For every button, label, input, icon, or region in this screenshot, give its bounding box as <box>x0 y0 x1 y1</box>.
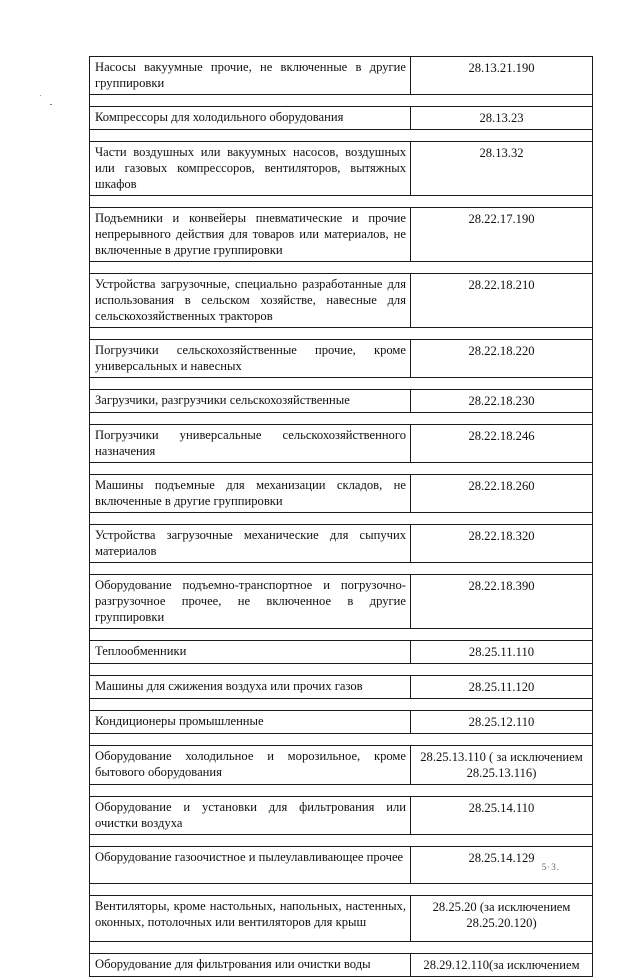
row-gap-cell <box>90 413 593 425</box>
product-description-cell: Оборудование для фильтрования или очистки воды <box>90 954 411 977</box>
row-gap <box>90 196 593 208</box>
table-row <box>90 641 593 664</box>
okpd-code-cell: 28.22.18.220 <box>411 340 593 378</box>
okpd-code-cell: 28.13.21.190 <box>411 57 593 95</box>
table-row <box>90 107 593 130</box>
row-gap-cell <box>90 262 593 274</box>
row-gap <box>90 262 593 274</box>
row-gap <box>90 513 593 525</box>
okpd-code-cell: 28.22.18.210 <box>411 274 593 328</box>
table-row <box>90 711 593 734</box>
row-gap <box>90 699 593 711</box>
okpd-code-cell: 28.25.11.120 <box>411 676 593 699</box>
row-gap-cell <box>90 513 593 525</box>
table-row <box>90 340 593 378</box>
table-row <box>90 797 593 835</box>
row-gap-cell <box>90 130 593 142</box>
okpd-code-cell: 28.25.12.110 <box>411 711 593 734</box>
table-row <box>90 954 593 977</box>
row-gap-cell <box>90 942 593 954</box>
table-row <box>90 575 593 629</box>
row-gap <box>90 942 593 954</box>
row-gap-cell <box>90 884 593 896</box>
okpd-code-cell: 28.25.14.129 <box>411 847 593 884</box>
product-description-cell: Погрузчики универсальные сельскохозяйственного назначения <box>90 425 411 463</box>
product-description-cell: Устройства загрузочные, специально разработанные для использования в сельском хозяйстве, навесные для сельскохозяйственных тракторов <box>90 274 411 328</box>
table-row <box>90 746 593 785</box>
row-gap <box>90 785 593 797</box>
product-description-cell: Части воздушных или вакуумных насосов, воздушных или газовых компрессоров, вентиляторов, вытяжных шкафов <box>90 142 411 196</box>
row-gap-cell <box>90 563 593 575</box>
okpd-code-cell: 28.25.14.110 <box>411 797 593 835</box>
table-row <box>90 525 593 563</box>
row-gap <box>90 130 593 142</box>
table-row <box>90 847 593 884</box>
okpd-code-cell: 28.25.11.110 <box>411 641 593 664</box>
product-description-cell: Погрузчики сельскохозяйственные прочие, кроме универсальных и навесных <box>90 340 411 378</box>
product-description-cell: Оборудование холодильное и морозильное, кроме бытового оборудования <box>90 746 411 785</box>
okpd-code-cell: 28.29.12.110(за исключением <box>411 954 593 977</box>
row-gap-cell <box>90 699 593 711</box>
row-gap <box>90 328 593 340</box>
row-gap-cell <box>90 664 593 676</box>
product-description-cell: Насосы вакуумные прочие, не включенные в другие группировки <box>90 57 411 95</box>
row-gap-cell <box>90 196 593 208</box>
okpd-code-cell: 28.22.18.320 <box>411 525 593 563</box>
okpd-code-cell: 28.22.18.230 <box>411 390 593 413</box>
row-gap-cell <box>90 463 593 475</box>
product-description-cell: Подъемники и конвейеры пневматические и прочие непрерывного действия для товаров или материалов, не включенные в другие группировки <box>90 208 411 262</box>
table-row <box>90 475 593 513</box>
row-gap-cell <box>90 328 593 340</box>
okpd-code-cell: 28.22.18.260 <box>411 475 593 513</box>
product-description-cell: Компрессоры для холодильного оборудования <box>90 107 411 130</box>
row-gap <box>90 413 593 425</box>
product-description-cell: Вентиляторы, кроме настольных, напольных, настенных, оконных, потолочных или вентиляторов для крыш <box>90 896 411 942</box>
okpd-code-cell: 28.22.17.190 <box>411 208 593 262</box>
page-mark: 5·3. <box>541 862 560 872</box>
row-gap-cell <box>90 835 593 847</box>
okpd-code-cell: 28.25.13.110 ( за исключением 28.25.13.116) <box>411 746 593 785</box>
row-gap <box>90 378 593 390</box>
scan-speck <box>50 104 52 105</box>
table-row <box>90 142 593 196</box>
product-description-cell: Теплообменники <box>90 641 411 664</box>
row-gap-cell <box>90 629 593 641</box>
product-description-cell: Кондиционеры промышленные <box>90 711 411 734</box>
row-gap <box>90 95 593 107</box>
row-gap-cell <box>90 734 593 746</box>
table-row <box>90 676 593 699</box>
row-gap <box>90 664 593 676</box>
table-row <box>90 390 593 413</box>
table-body <box>90 57 593 977</box>
row-gap <box>90 563 593 575</box>
row-gap <box>90 463 593 475</box>
row-gap-cell <box>90 785 593 797</box>
table-row <box>90 896 593 942</box>
okpd-code-cell: 28.13.23 <box>411 107 593 130</box>
row-gap <box>90 884 593 896</box>
table-row <box>90 425 593 463</box>
okpd-code-cell: 28.13.32 <box>411 142 593 196</box>
product-description-cell: Машины для сжижения воздуха или прочих газов <box>90 676 411 699</box>
table-row <box>90 274 593 328</box>
okpd-code-cell: 28.25.20 (за исключением 28.25.20.120) <box>411 896 593 942</box>
okpd-code-cell: 28.22.18.246 <box>411 425 593 463</box>
okpd-code-table <box>89 56 593 977</box>
product-description-cell: Машины подъемные для механизации складов, не включенные в другие группировки <box>90 475 411 513</box>
okpd-code-cell: 28.22.18.390 <box>411 575 593 629</box>
row-gap <box>90 629 593 641</box>
product-description-cell: Оборудование газоочистное и пылеулавливающее прочее <box>90 847 411 884</box>
product-description-cell: Оборудование подъемно-транспортное и погрузочно-разгрузочное прочее, не включенное в другие группировки <box>90 575 411 629</box>
row-gap <box>90 734 593 746</box>
scan-speck <box>40 95 41 96</box>
product-description-cell: Оборудование и установки для фильтрования или очистки воздуха <box>90 797 411 835</box>
table-row <box>90 57 593 95</box>
product-description-cell: Устройства загрузочные механические для сыпучих материалов <box>90 525 411 563</box>
product-description-cell: Загрузчики, разгрузчики сельскохозяйственные <box>90 390 411 413</box>
row-gap-cell <box>90 95 593 107</box>
row-gap <box>90 835 593 847</box>
row-gap-cell <box>90 378 593 390</box>
table-row <box>90 208 593 262</box>
